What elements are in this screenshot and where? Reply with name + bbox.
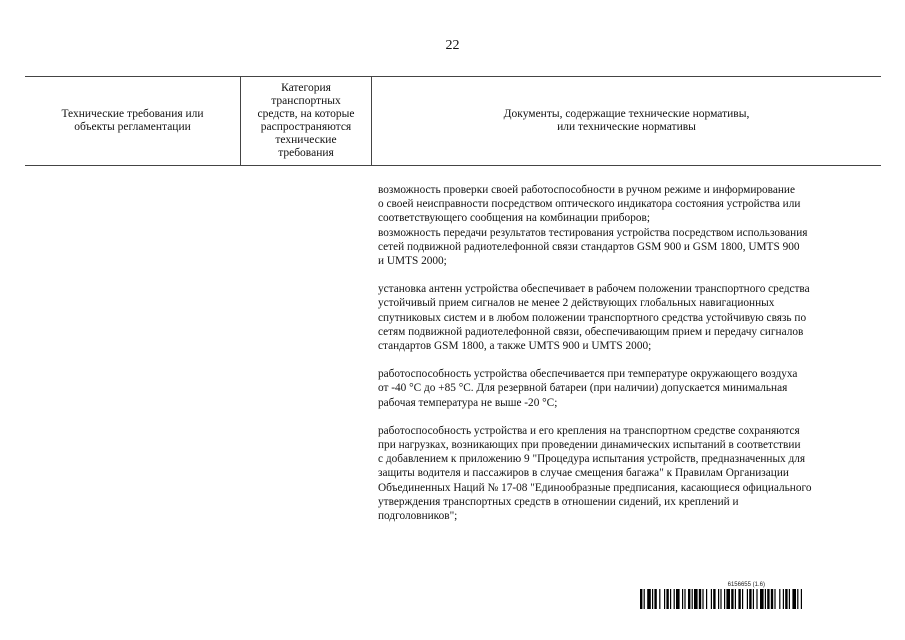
barcode-bar <box>670 589 671 609</box>
barcode-bar <box>654 589 656 609</box>
barcode-bar <box>783 589 784 609</box>
barcode-bar <box>726 589 730 609</box>
paragraph-self-test: возможность проверки своей работоспособности в ручном режиме и информирование о своей неисправности посредством оптического индикатора состояния устройства или соответствующего сообщения на комбинации приборов; возможность передачи результатов тестирования устройства посредством использования сетей подвижной радиотелефонной связи стандартов GSM 900 и GSM 1800, UMTS 900 и UMTS 2000; <box>378 184 808 268</box>
header-col-vehicle-category <box>240 77 372 165</box>
barcode-bar <box>771 589 773 609</box>
barcode-bar <box>756 589 757 609</box>
paragraph-mounting: работоспособность устройства и его крепления на транспортном средстве сохраняются при нагрузках, возникающих при проведении динамических испытаний в соответствии с добавлением к приложению 9 "Процедура испытания устройств, предназначенных для защиты водителя и пассажиров в случае смещения багажа" к Правилам Организации Объединенных Наций № 17-08 "Единообразные предписания, касающиеся официального утверждения транспортных средств в отношении сидений, их креплений и подголовников"; <box>378 424 812 523</box>
barcode-bar <box>711 589 712 609</box>
barcode-bar <box>694 589 698 609</box>
barcode-bar <box>699 589 701 609</box>
barcode-bar <box>664 589 665 609</box>
barcode-bar <box>644 589 645 609</box>
paragraph-antenna: установка антенн устройства обеспечивает в рабочем положении транспортного средства устойчивый прием сигналов не менее 2 действующих глобальных навигационных спутниковых систем и в любом положении транспортного средства устойчивую связь по сетям подвижной радиотелефонной связи, обеспечивающим прием и передачу сигналов стандартов GSM 1800, а также UMTS 900 и UMTS 2000; <box>378 283 810 353</box>
table-header <box>25 76 881 166</box>
barcode-block <box>640 582 880 609</box>
barcode-bar <box>779 589 780 609</box>
barcode-image <box>640 589 880 609</box>
barcode-bar <box>731 589 733 609</box>
barcode-bar <box>789 589 790 609</box>
barcode-bar <box>706 589 707 609</box>
barcode-bar <box>797 589 798 609</box>
barcode-bar <box>682 589 683 609</box>
barcode-bar <box>684 589 685 609</box>
barcode-bar <box>666 589 668 609</box>
barcode-bar <box>688 589 690 609</box>
barcode-bar <box>753 589 754 609</box>
barcode-bar <box>674 589 675 609</box>
page-number: 22 <box>445 38 460 53</box>
header-col-requirements <box>25 77 240 165</box>
barcode-bar <box>742 589 743 609</box>
barcode-bar <box>724 589 725 609</box>
barcode-bar <box>659 589 660 609</box>
barcode-label: 6156655 (1.6) <box>727 582 765 588</box>
header-col-documents <box>372 77 881 165</box>
barcode-bar <box>720 589 721 609</box>
header-col-documents-text: Документы, содержащие технические нормативы, или технические нормативы <box>503 108 750 133</box>
barcode-bar <box>652 589 653 609</box>
barcode-bar <box>640 589 642 609</box>
barcode-bar <box>735 589 736 609</box>
barcode-bar <box>713 589 715 609</box>
barcode-bar <box>647 589 651 609</box>
barcode-bar <box>749 589 751 609</box>
barcode-bar <box>801 589 802 609</box>
barcode-bar <box>792 589 796 609</box>
barcode-bar <box>747 589 748 609</box>
barcode-bar <box>774 589 775 609</box>
barcode-bar <box>767 589 769 609</box>
barcode-bar <box>702 589 703 609</box>
barcode-bar <box>785 589 787 609</box>
header-col-requirements-text: Технические требования или объекты регламентации <box>61 108 204 133</box>
barcode-bar <box>760 589 764 609</box>
barcode-bar <box>765 589 766 609</box>
barcode-bar <box>676 589 680 609</box>
document-body <box>378 183 878 537</box>
header-col-vehicle-category-text: Категория транспортных средств, на которые распространяются технические требования <box>257 82 355 159</box>
barcode-bar <box>738 589 740 609</box>
paragraph-temperature: работоспособность устройства обеспечивается при температуре окружающего воздуха от -40 °С до +85 °С. Для резервной батареи (при наличии) допускается минимальная рабочая температура не выше -20 °С; <box>378 368 798 409</box>
barcode-bar <box>692 589 693 609</box>
barcode-icon <box>640 589 880 609</box>
barcode-bar <box>718 589 719 609</box>
